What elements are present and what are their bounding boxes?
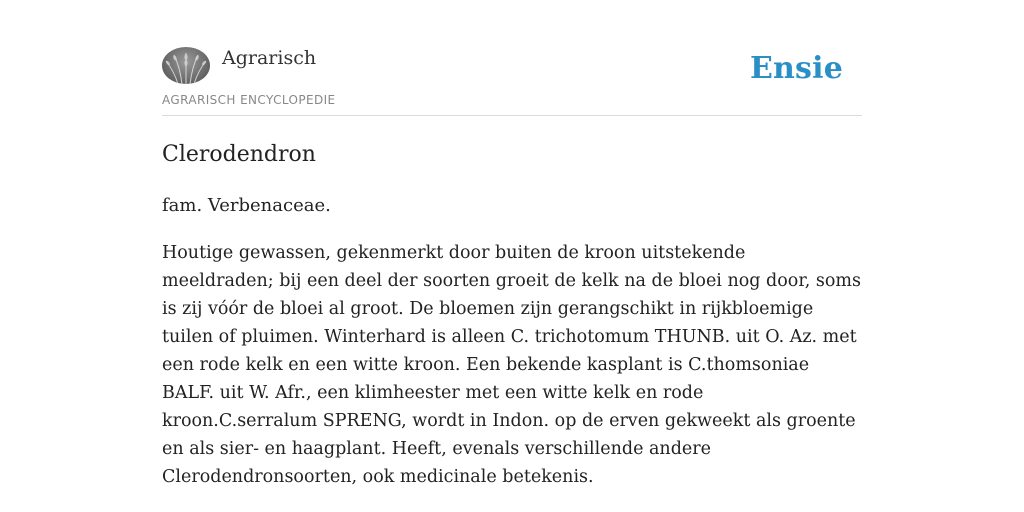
- article-family: fam. Verbenaceae.: [162, 195, 331, 216]
- article-body: Houtige gewassen, gekenmerkt door buiten de kroon uitstekende meeldraden; bij een deel der soorten groeit de kelk na de bloei nog door, soms is zij vóór de bloei al groot. De bloemen zijn gerangschikt in rijkbloemige tuilen of pluimen. Winterhard is alleen C. trichotomum THUNB. uit O. Az. met een rode kelk en een witte kroon. Een bekende kasplant is C.thomsoniae BALF. uit W. Afr., een klimheester met een witte kelk en rode kroon.C.serralum SPRENG, wordt in Indon. op de erven gekweekt als groente en als sier- en haagplant. Heeft, evenals verschillende andere Clerodendronsoorten, ook medicinale betekenis.: [162, 243, 861, 487]
- article-title: Clerodendron: [162, 142, 316, 167]
- brand-logo-link[interactable]: Ensie: [749, 51, 843, 86]
- site-name[interactable]: Agrarisch: [222, 47, 317, 69]
- site-subtitle: AGRARISCH ENCYCLOPEDIE: [162, 93, 336, 107]
- site-header: [162, 44, 862, 116]
- wheat-logo-icon[interactable]: [162, 47, 210, 84]
